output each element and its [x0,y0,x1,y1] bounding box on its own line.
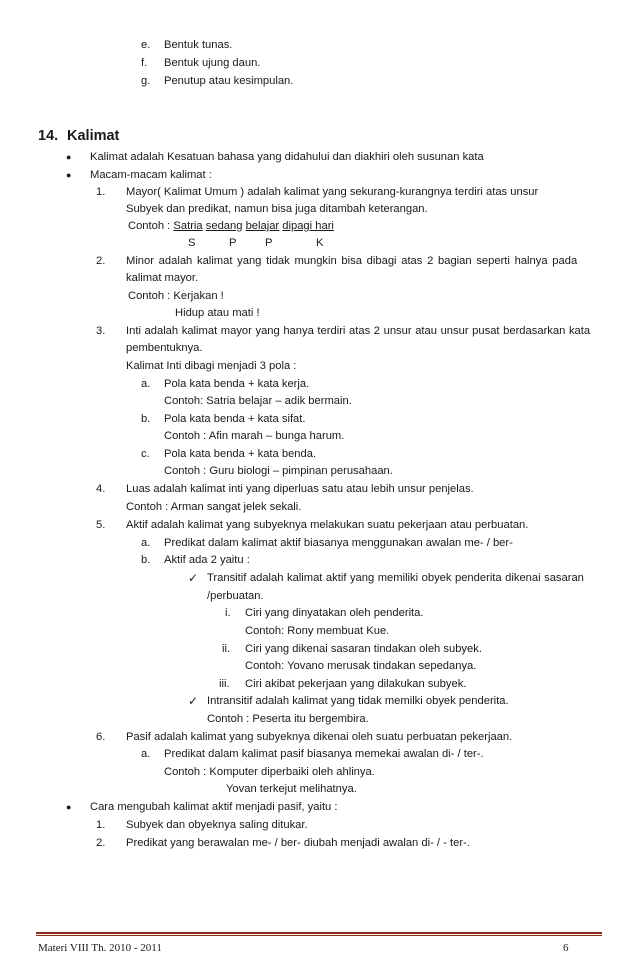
roman-marker: i. [225,607,231,619]
item-number: 2. [96,837,106,849]
item-text: Luas adalah kalimat inti yang diperluas satu atau lebih unsur penjelas. [126,483,474,495]
sub-item: Pola kata benda + kata kerja. [164,378,310,390]
example-word-adverb: dipagi hari [282,220,334,232]
section-number: 14. [38,128,59,144]
roman-item: Ciri akibat pekerjaan yang dilakukan subyek. [245,678,467,690]
footer-rule [36,932,602,934]
example-text: Yovan terkejut melihatnya. [226,783,357,795]
example-text: Contoh: Rony membuat Kue. [245,625,390,637]
sub-item: Predikat dalam kalimat pasif biasanya memekai awalan di- / ter-. [164,748,484,760]
roman-item: Ciri yang dikenai sasaran tindakan oleh subyek. [245,643,482,655]
item-number: 1. [96,819,106,831]
bullet-icon: ● [66,170,72,180]
list-marker: f. [141,57,148,69]
item-text: Predikat yang berawalan me- / ber- diubah menjadi awalan di- / - ter-. [126,837,470,849]
sub-item: Aktif ada 2 yaitu : [164,554,250,566]
section-title: Kalimat [67,128,120,144]
example-text: Hidup atau mati ! [175,307,260,319]
item-text: Mayor( Kalimat Umum ) adalah kalimat yang sekurang-kurangnya terdiri atas unsur [126,186,539,198]
grammar-tag: P [229,237,237,249]
sub-marker: b. [141,413,151,425]
grammar-tag: S [188,237,196,249]
item-number: 2. [96,255,106,267]
example-text: Contoh : Peserta itu bergembira. [207,713,369,725]
item-text: Inti adalah kalimat mayor yang hanya terdiri atas 2 unsur atau unsur pusat berdasarkan kata [126,325,591,337]
example-text: Contoh : Guru biologi – pimpinan perusahaan. [164,465,393,477]
sub-marker: a. [141,748,151,760]
item-text: Pasif adalah kalimat yang subyeknya dikenai oleh suatu perbuatan pekerjaan. [126,731,513,743]
checkmark-icon: ✓ [188,694,199,708]
sub-marker: b. [141,554,151,566]
item-number: 3. [96,325,106,337]
bullet-text: Kalimat adalah Kesatuan bahasa yang didahului dan diakhiri oleh susunan kata [90,151,484,163]
sub-item: Pola kata benda + kata sifat. [164,413,306,425]
example-text: Contoh : Komputer diperbaiki oleh ahlinya. [164,766,375,778]
list-marker: g. [141,75,151,87]
footer-text: Materi VIII Th. 2010 - 2011 [38,942,162,954]
example-text: Contoh : Arman sangat jelek sekali. [126,501,302,513]
roman-item: Ciri yang dinyatakan oleh penderita. [245,607,424,619]
grammar-tag: P [265,237,273,249]
list-item: Penutup atau kesimpulan. [164,75,294,87]
sub-item: Pola kata benda + kata benda. [164,448,317,460]
checkmark-icon: ✓ [188,571,199,585]
example-text: Contoh : Afin marah – bunga harum. [164,430,345,442]
example-label: Contoh : [128,220,174,232]
example-text: Contoh: Satria belajar – adik bermain. [164,395,352,407]
footer-rule-thin [36,935,602,936]
item-number: 6. [96,731,106,743]
example-text: Contoh: Yovano merusak tindakan sepedanya. [245,660,477,672]
item-number: 5. [96,519,106,531]
check-item: Intransitif adalah kalimat yang tidak memilki obyek penderita. [207,695,509,707]
bullet-text: Macam-macam kalimat : [90,169,212,181]
example-text [128,219,334,233]
item-number: 1. [96,186,106,198]
item-text: Subyek dan predikat, namun bisa juga ditambah keterangan. [126,203,428,215]
list-item: Bentuk ujung daun. [164,57,261,69]
example-word-subject: Satria [173,220,203,232]
roman-marker: iii. [219,678,230,690]
page-number: 6 [563,942,569,954]
item-text: Minor adalah kalimat yang tidak mungkin bisa dibagi atas 2 bagian seperti halnya pada [126,255,578,267]
item-text: pembentuknya. [126,342,203,354]
item-text: Aktif adalah kalimat yang subyeknya melakukan suatu pekerjaan atau perbuatan. [126,519,529,531]
item-text: kalimat mayor. [126,272,199,284]
sub-marker: a. [141,537,151,549]
example-text: Contoh : Kerjakan ! [128,290,224,302]
grammar-tag: K [316,237,324,249]
bullet-icon: ● [66,152,72,162]
sub-marker: c. [141,448,150,460]
bullet-text: Cara mengubah kalimat aktif menjadi pasif, yaitu : [90,801,338,813]
roman-marker: ii. [222,643,231,655]
check-item: /perbuatan. [207,590,264,602]
example-word-predicate: belajar [245,220,280,232]
list-marker: e. [141,39,151,51]
bullet-icon: ● [66,802,72,812]
item-text: Subyek dan obyeknya saling ditukar. [126,819,308,831]
item-text: Kalimat Inti dibagi menjadi 3 pola : [126,360,297,372]
sub-item: Predikat dalam kalimat aktif biasanya menggunakan awalan me- / ber- [164,537,513,549]
check-item: Transitif adalah kalimat aktif yang memiliki obyek penderita dikenai sasaran [207,572,584,584]
item-number: 4. [96,483,106,495]
sub-marker: a. [141,378,151,390]
example-word-predicate: sedang [205,220,243,232]
list-item: Bentuk tunas. [164,39,233,51]
